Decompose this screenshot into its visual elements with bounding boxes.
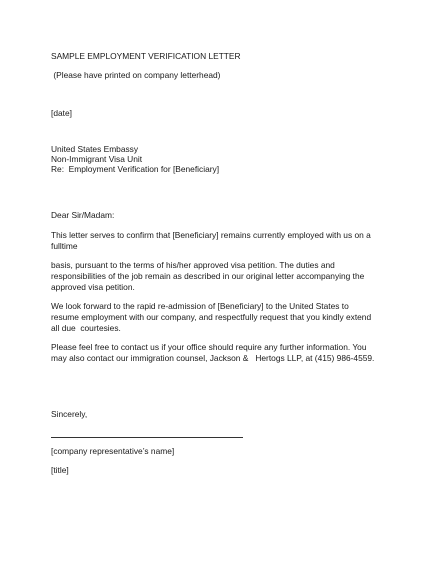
paragraph-2-line-2: responsibilities of the job remain as described in our original letter accompanying the [51,271,365,281]
paragraph-3-line-1: We look forward to the rapid re-admission of [Beneficiary] to the United States to [51,301,349,311]
paragraph-3-line-2: resume employment with our company, and respectfully request that you kindly extend [51,312,372,322]
paragraph-2-line-3: approved visa petition. [51,282,135,292]
paragraph-2-line-1: basis, pursuant to the terms of his/her approved visa petition. The duties and [51,260,335,270]
paragraph-4-line-2: may also contact our immigration counsel, Jackson & Hertogs LLP, at (415) 986-4559. [51,353,375,363]
paragraph-3-line-3: all due courtesies. [51,323,121,333]
reference-line: Re: Employment Verification for [Beneficiary] [51,164,220,174]
signature-line [51,437,243,438]
date-placeholder: [date] [51,108,72,118]
closing: Sincerely, [51,409,88,419]
paragraph-4-line-1: Please feel free to contact us if your office should require any further information. You [51,342,367,352]
salutation: Dear Sir/Madam: [51,210,115,220]
paragraph-1-line-2: fulltime [51,241,78,251]
signer-name: [company representative’s name] [51,446,175,456]
paragraph-1-line-1: This letter serves to confirm that [Beneficiary] remains currently employed with us on a [51,230,371,240]
signer-title: [title] [51,465,69,475]
letterhead-note: (Please have printed on company letterhead) [51,70,221,80]
recipient-line-2: Non-Immigrant Visa Unit [51,154,143,164]
recipient-line-1: United States Embassy [51,144,139,154]
letter-title: SAMPLE EMPLOYMENT VERIFICATION LETTER [51,51,241,61]
